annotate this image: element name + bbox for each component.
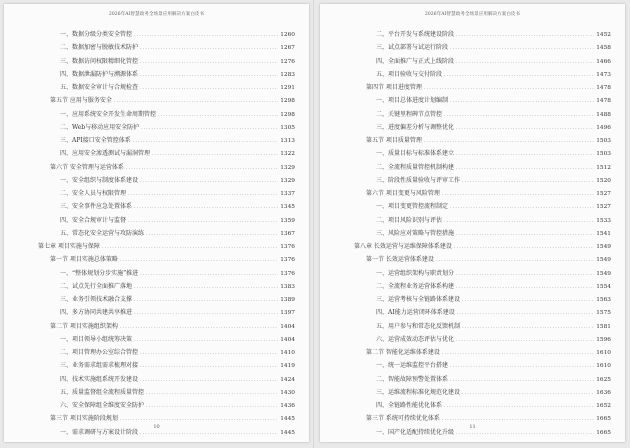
toc-entry-page: 1404 xyxy=(280,336,295,343)
toc-dot-leader xyxy=(457,307,595,320)
toc-entry-title: 五、质量监督组全流程质量管控 xyxy=(60,388,145,396)
toc-entry-page: 1496 xyxy=(596,124,611,131)
toc-entry-page: 1527 xyxy=(596,204,611,211)
toc-entry-title: 第二节 智能化运维体系建设 xyxy=(366,349,440,356)
toc-dot-leader xyxy=(120,254,278,267)
toc-dot-leader xyxy=(450,42,594,55)
toc-dot-leader xyxy=(424,135,594,148)
toc-entry[interactable] xyxy=(354,373,611,386)
toc-entry-page: 1404 xyxy=(280,323,295,330)
toc-entry-page: 1563 xyxy=(596,297,611,303)
toc-entry-title: 二、安全人员与权限管理 xyxy=(60,190,127,197)
toc-entry[interactable] xyxy=(38,121,295,134)
toc-entry[interactable] xyxy=(354,108,611,121)
page-header: 2026年AI智慧政务全场景应用解决方案白皮书 xyxy=(424,12,521,17)
toc-entry-page: 1610 xyxy=(596,350,611,356)
toc-entry[interactable] xyxy=(38,214,295,227)
toc-entry-page: 1549 xyxy=(596,257,611,264)
toc-entry-title: 第二节 项目实施组织架构 xyxy=(50,322,118,330)
toc-entry-page: 1389 xyxy=(280,297,295,303)
toc-entry[interactable] xyxy=(354,200,611,213)
toc-entry[interactable] xyxy=(354,399,611,412)
toc-entry-page: 1337 xyxy=(280,191,295,197)
toc-entry[interactable] xyxy=(38,147,295,160)
toc-entry-title: 三、进度偏差分析与调整优化 xyxy=(376,123,455,131)
toc-entry-title: 一、数据分级分类安全管控 xyxy=(60,31,133,38)
page-header: 2026年AI智慧政务全场景应用解决方案白皮书 xyxy=(108,12,205,17)
toc-entry-title: 四、应用安全渗透测试与漏洞管理 xyxy=(60,150,151,158)
toc-dot-leader xyxy=(140,268,278,281)
toc-page-right xyxy=(320,4,625,442)
toc-entry-page: 1376 xyxy=(280,257,295,264)
toc-entry[interactable] xyxy=(38,174,295,187)
toc-entry[interactable] xyxy=(38,81,295,94)
toc-dot-leader xyxy=(128,215,278,228)
toc-entry-page: 1291 xyxy=(280,85,295,91)
toc-entry-page: 1512 xyxy=(596,164,611,171)
toc-entry-page: 1430 xyxy=(280,389,295,396)
toc-entry-title: 五、常态化安全运营与攻防演练 xyxy=(60,229,145,237)
toc-entry-page: 1376 xyxy=(280,244,295,250)
toc-dot-leader xyxy=(456,281,594,294)
toc-entry-title: 一、项目总体进度计划编制 xyxy=(376,97,449,105)
toc-entry-title: 二、项目管理办公室综合管控 xyxy=(60,349,139,356)
toc-entry[interactable] xyxy=(354,253,611,266)
toc-entry[interactable] xyxy=(38,333,295,346)
toc-entry-page: 1424 xyxy=(280,376,295,383)
toc-entry-title: 四、安全合规审计与监督 xyxy=(60,216,127,224)
page-gutter xyxy=(313,0,314,448)
toc-dot-leader xyxy=(442,347,594,360)
toc-entry-title: 六、运营成效动态评估与优化 xyxy=(376,335,455,343)
toc-entry-page: 1610 xyxy=(596,363,611,370)
toc-entry-title: 三、API接口安全管控体系 xyxy=(60,137,131,144)
toc-list xyxy=(38,28,295,439)
toc-entry[interactable] xyxy=(38,386,295,399)
toc-entry[interactable] xyxy=(38,399,295,412)
toc-dot-leader xyxy=(134,294,278,307)
toc-entry-page: 1419 xyxy=(280,363,295,370)
toc-entry-page: 1410 xyxy=(280,350,295,356)
toc-entry[interactable] xyxy=(38,187,295,200)
toc-dot-leader xyxy=(450,95,594,108)
toc-dot-leader xyxy=(134,201,278,214)
toc-entry[interactable] xyxy=(38,280,295,293)
toc-entry-title: 二、全流程质量管控机制构建 xyxy=(376,163,455,171)
toc-entry-page: 1636 xyxy=(596,389,611,396)
toc-entry-page: 1625 xyxy=(596,376,611,383)
toc-entry-title: 第三节 项目实施阶段规划 xyxy=(50,415,118,423)
toc-entry-title: 第一节 长效运营体系建设 xyxy=(366,256,434,264)
toc-entry[interactable] xyxy=(354,121,611,134)
toc-entry-title: 三、风险应对策略与管控措施 xyxy=(376,229,455,237)
toc-dot-leader xyxy=(462,387,594,400)
toc-entry-page: 1478 xyxy=(596,98,611,105)
toc-dot-leader xyxy=(140,347,278,360)
toc-entry-page: 1503 xyxy=(596,151,611,158)
toc-entry-title: 二、项目风险识别与评估 xyxy=(376,216,443,224)
toc-entry-page: 1665 xyxy=(596,429,611,436)
toc-dot-leader xyxy=(140,56,278,69)
toc-dot-leader xyxy=(454,241,594,254)
toc-entry-page: 1665 xyxy=(596,416,611,423)
toc-entry-title: 三、运维流程标准化规范化建设 xyxy=(376,388,461,396)
toc-dot-leader xyxy=(120,321,278,334)
toc-entry[interactable] xyxy=(38,55,295,68)
toc-entry-page: 1329 xyxy=(280,164,295,171)
toc-entry[interactable] xyxy=(38,253,295,266)
toc-entry-title: 二、关键里程碑节点管控 xyxy=(376,110,443,118)
toc-dot-leader xyxy=(146,387,278,400)
toc-entry-title: 四、技术实施组系统开发建设 xyxy=(60,375,139,383)
toc-entry[interactable] xyxy=(38,68,295,81)
toc-entry-page: 1652 xyxy=(596,403,611,409)
toc-entry-title: 三、安全事件应急处置体系 xyxy=(60,203,133,211)
toc-entry-title: 一、统一运维监控平台搭建 xyxy=(376,362,449,370)
toc-dot-leader xyxy=(456,334,594,347)
toc-entry-page: 1267 xyxy=(280,45,295,52)
toc-entry[interactable] xyxy=(38,108,295,121)
toc-entry[interactable] xyxy=(354,174,611,187)
toc-dot-leader xyxy=(444,109,594,122)
toc-entry[interactable] xyxy=(354,240,611,253)
toc-entry[interactable] xyxy=(354,320,611,333)
toc-entry[interactable] xyxy=(354,187,611,200)
toc-entry-page: 1554 xyxy=(596,283,611,290)
toc-dot-leader xyxy=(140,42,278,55)
toc-entry-page: 1503 xyxy=(596,138,611,144)
toc-entry[interactable] xyxy=(354,68,611,81)
toc-entry-title: 第七章 项目实施与保障 xyxy=(38,243,100,250)
toc-entry[interactable] xyxy=(38,306,295,319)
toc-entry-title: 二、试点先行全面推广落地 xyxy=(60,282,133,290)
toc-entry-page: 1445 xyxy=(280,429,295,436)
toc-entry-page: 1445 xyxy=(280,416,295,423)
toc-entry[interactable] xyxy=(354,346,611,359)
toc-entry-page: 1367 xyxy=(280,230,295,237)
toc-dot-leader xyxy=(141,122,278,135)
toc-entry[interactable] xyxy=(354,41,611,54)
toc-entry[interactable] xyxy=(354,214,611,227)
toc-entry[interactable] xyxy=(38,41,295,54)
toc-entry-page: 1533 xyxy=(596,217,611,224)
toc-entry[interactable] xyxy=(354,147,611,160)
toc-dot-leader xyxy=(134,307,278,320)
toc-entry-title: 三、试点部署与试运行阶段 xyxy=(376,44,449,52)
toc-dot-leader xyxy=(462,294,594,307)
toc-entry-page: 1478 xyxy=(596,85,611,91)
toc-entry-title: 四、数据泄漏防护与溯源体系 xyxy=(60,70,139,78)
toc-entry-page: 1313 xyxy=(280,138,295,144)
toc-dot-leader xyxy=(146,400,278,413)
toc-dot-leader xyxy=(114,95,278,108)
toc-entry-title: 四、全链路性能优化体系 xyxy=(376,402,443,409)
toc-entry-title: 四、多方协同共建共享推进 xyxy=(60,309,133,317)
toc-entry-page: 1575 xyxy=(596,310,611,317)
toc-entry-title: 三、业务引领技术融合支撑 xyxy=(60,296,133,303)
toc-entry[interactable] xyxy=(354,227,611,240)
toc-dot-leader xyxy=(133,135,278,148)
toc-entry-title: 第五节 应用与服务安全 xyxy=(50,97,112,105)
toc-entry-page: 1488 xyxy=(596,111,611,118)
toc-dot-leader xyxy=(450,201,594,214)
toc-dot-leader xyxy=(462,321,594,334)
toc-entry[interactable] xyxy=(354,386,611,399)
toc-entry-page: 1283 xyxy=(280,71,295,78)
toc-entry-page: 1520 xyxy=(596,177,611,184)
toc-entry-title: 第八章 长效运营与运维保障体系建设 xyxy=(354,243,452,250)
toc-dot-leader xyxy=(456,29,594,42)
toc-entry-title: 四、全面推广与正式上线阶段 xyxy=(376,57,455,65)
toc-entry-page: 1359 xyxy=(280,217,295,224)
toc-entry-page: 1383 xyxy=(280,283,295,290)
toc-entry-page: 1260 xyxy=(280,32,295,38)
toc-entry[interactable] xyxy=(38,161,295,174)
toc-dot-leader xyxy=(456,148,594,161)
toc-entry[interactable] xyxy=(354,55,611,68)
toc-entry-page: 1541 xyxy=(596,230,611,237)
toc-entry-page: 1436 xyxy=(280,403,295,409)
toc-dot-leader xyxy=(158,109,278,122)
toc-entry[interactable] xyxy=(354,28,611,41)
toc-entry-title: 二、数据加密与脱敏技术防护 xyxy=(60,44,139,52)
toc-entry-title: 三、阶段性质量验收与评审工作 xyxy=(376,176,461,184)
toc-entry[interactable] xyxy=(38,240,295,253)
toc-entry[interactable] xyxy=(354,333,611,346)
toc-entry-page: 1581 xyxy=(596,323,611,330)
toc-dot-leader xyxy=(462,175,594,188)
toc-entry-title: 五、用户参与和常态化反馈机制 xyxy=(376,322,461,330)
toc-dot-leader xyxy=(152,148,278,161)
toc-entry-title: 一、运营组织架构与职责划分 xyxy=(376,269,455,277)
toc-entry[interactable] xyxy=(38,200,295,213)
toc-dot-leader xyxy=(134,29,278,42)
toc-dot-leader xyxy=(134,334,278,347)
toc-entry[interactable] xyxy=(38,227,295,240)
toc-entry-page: 1376 xyxy=(280,270,295,277)
toc-dot-leader xyxy=(126,162,278,175)
toc-entry-title: 一、需求调研与方案设计阶段 xyxy=(60,428,139,436)
toc-entry-page: 1458 xyxy=(596,45,611,52)
toc-entry[interactable] xyxy=(354,134,611,147)
toc-dot-leader xyxy=(134,281,278,294)
toc-dot-leader xyxy=(442,188,594,201)
toc-dot-leader xyxy=(424,82,594,95)
toc-dot-leader xyxy=(456,162,594,175)
toc-entry-title: 一、质量目标与标准体系建立 xyxy=(376,150,455,158)
toc-entry-title: 三、业务需求组需求梳理对接 xyxy=(60,362,139,370)
toc-dot-leader xyxy=(140,374,278,387)
toc-entry[interactable] xyxy=(38,28,295,41)
toc-entry-title: 第五节 项目质量管理 xyxy=(366,137,422,144)
toc-entry[interactable] xyxy=(38,346,295,359)
toc-dot-leader xyxy=(140,175,278,188)
toc-dot-leader xyxy=(450,374,594,387)
toc-entry-title: 一、国产化适配持续优化升级 xyxy=(376,428,455,436)
toc-entry[interactable] xyxy=(38,293,295,306)
toc-entry-title: 二、智能故障预警处置体系 xyxy=(376,375,449,383)
toc-dot-leader xyxy=(450,360,594,373)
toc-entry-title: 五、项目验收与交付阶段 xyxy=(376,70,443,78)
toc-entry-title: 二、全流程业务运营体系构建 xyxy=(376,282,455,290)
toc-entry[interactable] xyxy=(354,81,611,94)
toc-entry[interactable] xyxy=(354,306,611,319)
toc-entry-title: 二、Web与移动应用安全防护 xyxy=(60,123,140,131)
toc-dot-leader xyxy=(456,228,594,241)
toc-entry[interactable] xyxy=(354,280,611,293)
toc-entry-page: 1322 xyxy=(280,151,295,158)
toc-dot-leader xyxy=(444,215,594,228)
toc-entry-page: 1345 xyxy=(280,204,295,211)
toc-entry-page: 1466 xyxy=(596,58,611,65)
toc-entry-title: 五、数据安全审计与合规检查 xyxy=(60,84,139,91)
toc-entry-title: 四、AI能力运营闭环体系建设 xyxy=(376,309,455,317)
toc-entry-title: 二、平台开发与系统建设阶段 xyxy=(376,31,455,38)
toc-entry-page: 1549 xyxy=(596,244,611,250)
toc-page-left xyxy=(4,4,309,442)
toc-entry-page: 1596 xyxy=(596,336,611,343)
toc-entry-page: 1276 xyxy=(280,58,295,65)
toc-entry[interactable] xyxy=(354,267,611,280)
toc-dot-leader xyxy=(444,69,594,82)
toc-dot-leader xyxy=(456,122,594,135)
toc-entry-title: 一、“整体规划分步实施”推进 xyxy=(60,269,139,277)
toc-entry-title: 三、数据访问权限精细化管控 xyxy=(60,57,139,65)
toc-dot-leader xyxy=(456,268,594,281)
toc-list xyxy=(354,28,611,439)
toc-entry-title: 一、项目变更管控流程制定 xyxy=(376,203,449,211)
toc-dot-leader xyxy=(146,228,278,241)
toc-dot-leader xyxy=(444,400,594,413)
toc-entry-title: 一、应用系统安全开发生命周期管控 xyxy=(60,110,157,118)
toc-entry[interactable] xyxy=(38,94,295,107)
toc-entry-page: 1298 xyxy=(280,111,295,118)
toc-dot-leader xyxy=(102,241,278,254)
toc-entry-page: 1527 xyxy=(596,191,611,197)
toc-entry-title: 第三节 系统可持续优化体系 xyxy=(366,415,440,423)
toc-entry[interactable] xyxy=(354,293,611,306)
toc-entry-title: 第四节 项目进度管理 xyxy=(366,84,422,91)
toc-entry[interactable] xyxy=(354,161,611,174)
toc-dot-leader xyxy=(140,82,278,95)
toc-entry-page: 1549 xyxy=(596,270,611,277)
toc-entry[interactable] xyxy=(354,359,611,372)
toc-dot-leader xyxy=(456,56,594,69)
toc-entry-page: 1397 xyxy=(280,310,295,317)
toc-entry-page: 1305 xyxy=(280,124,295,131)
toc-dot-leader xyxy=(436,254,594,267)
toc-dot-leader xyxy=(140,69,278,82)
toc-entry[interactable] xyxy=(38,359,295,372)
toc-entry-title: 一、安全组织与制度体系建设 xyxy=(60,176,139,184)
toc-entry-title: 第六节 安全管理与运营体系 xyxy=(50,163,124,171)
toc-entry-title: 三、运营考核与全链路体系建设 xyxy=(376,296,461,303)
page-number: 10 xyxy=(153,424,160,430)
toc-entry-page: 1329 xyxy=(280,177,295,184)
toc-entry-page: 1452 xyxy=(596,32,611,38)
toc-entry-title: 六、安全保障组全维度安全防护 xyxy=(60,402,145,409)
toc-entry[interactable] xyxy=(38,267,295,280)
toc-entry-page: 1298 xyxy=(280,98,295,105)
toc-entry[interactable] xyxy=(354,94,611,107)
toc-dot-leader xyxy=(128,188,278,201)
toc-entry[interactable] xyxy=(38,373,295,386)
page-number: 11 xyxy=(469,424,476,430)
toc-entry-title: 第六节 项目变更与风险管理 xyxy=(366,190,440,197)
toc-entry-page: 1473 xyxy=(596,71,611,78)
toc-entry[interactable] xyxy=(38,134,295,147)
toc-entry[interactable] xyxy=(38,320,295,333)
toc-entry-title: 一、项目领导小组统筹决策 xyxy=(60,335,133,343)
toc-entry-title: 第一节 项目实施总体策略 xyxy=(50,256,118,264)
toc-dot-leader xyxy=(140,360,278,373)
